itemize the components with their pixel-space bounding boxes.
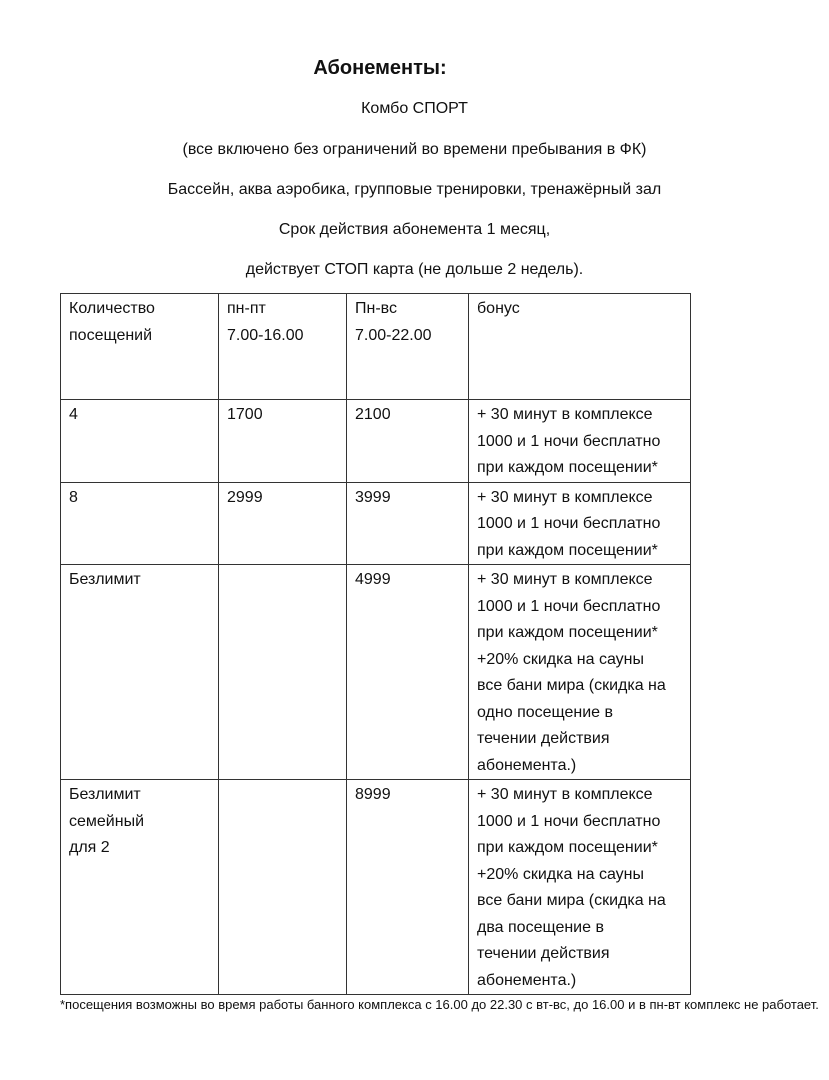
- cell-bonus: + 30 минут в комплексе 1000 и 1 ночи бесплатно при каждом посещении* +20% скидка на сауны все бани мира (скидка на одно посещение в течении действия абонемента.): [469, 565, 691, 780]
- cell-allweek-price: 2100: [347, 400, 469, 483]
- subtitle-services: Бассейн, аква аэробика, групповые тренировки, тренажёрный зал: [167, 181, 662, 198]
- header-weekday: пн-пт 7.00-16.00: [219, 294, 347, 400]
- header-visits: Количество посещений: [61, 294, 219, 400]
- page-title: Абонементы:: [313, 57, 447, 79]
- subtitle-all-inclusive: (все включено без ограничений во времени пребывания в ФК): [182, 141, 647, 158]
- table-row: [61, 400, 691, 483]
- subtitle-combo: Комбо СПОРТ: [361, 100, 468, 117]
- cell-weekday-price: [219, 780, 347, 995]
- footnote: *посещения возможны во время работы банного комплекса с 16.00 до 22.30 с вт-вс, до 16.00 и в пн-вт комплекс не работает.: [60, 997, 819, 1012]
- cell-visits: 8: [61, 482, 219, 565]
- cell-visits: Безлимит: [61, 565, 219, 780]
- header-allweek: Пн-вс 7.00-22.00: [347, 294, 469, 400]
- subtitle-stop-card: действует СТОП карта (не дольше 2 недель).: [245, 261, 584, 278]
- cell-allweek-price: 3999: [347, 482, 469, 565]
- cell-allweek-price: 8999: [347, 780, 469, 995]
- subtitle-validity: Срок действия абонемента 1 месяц,: [278, 221, 551, 238]
- table-row: [61, 482, 691, 565]
- cell-allweek-price: 4999: [347, 565, 469, 780]
- cell-bonus: + 30 минут в комплексе 1000 и 1 ночи бесплатно при каждом посещении*: [469, 482, 691, 565]
- cell-bonus: + 30 минут в комплексе 1000 и 1 ночи бесплатно при каждом посещении* +20% скидка на сауны все бани мира (скидка на два посещение в течении действия абонемента.): [469, 780, 691, 995]
- cell-weekday-price: 1700: [219, 400, 347, 483]
- cell-visits: Безлимит семейный для 2: [61, 780, 219, 995]
- price-table: [60, 293, 691, 995]
- cell-weekday-price: 2999: [219, 482, 347, 565]
- table-row: [61, 780, 691, 995]
- cell-bonus: + 30 минут в комплексе 1000 и 1 ночи бесплатно при каждом посещении*: [469, 400, 691, 483]
- table-row: [61, 565, 691, 780]
- header-bonus: бонус: [469, 294, 691, 400]
- cell-visits: 4: [61, 400, 219, 483]
- cell-weekday-price: [219, 565, 347, 780]
- table-header-row: [61, 294, 691, 400]
